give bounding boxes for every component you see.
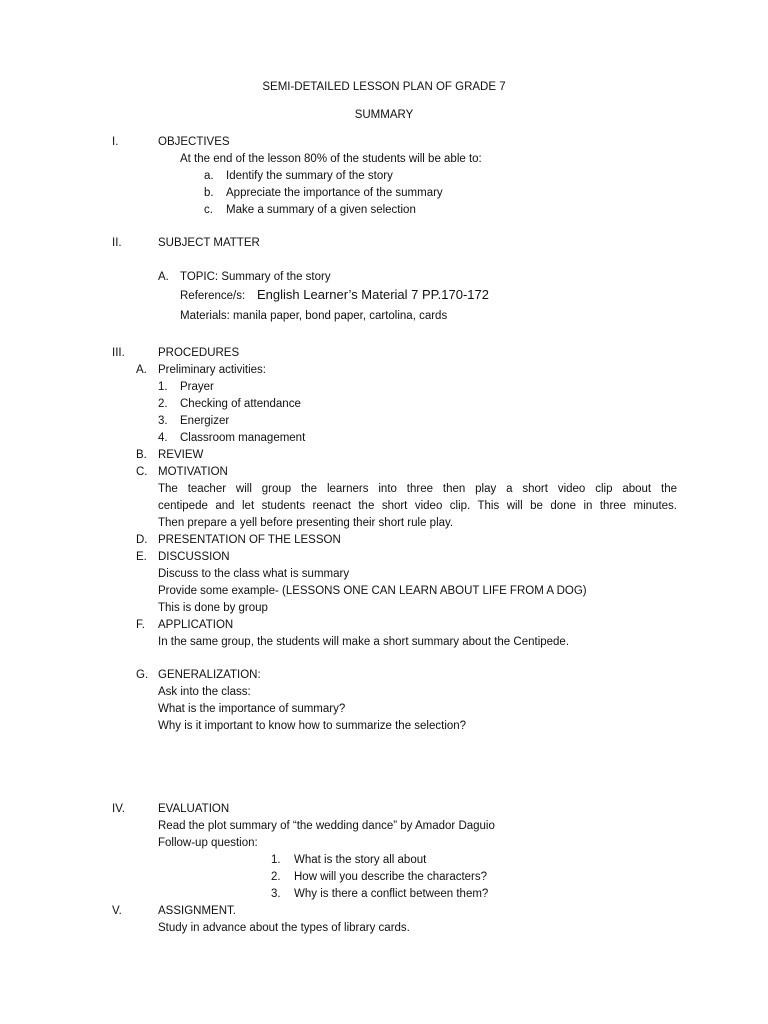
application-text: In the same group, the students will make a short summary about the Centipede. <box>158 636 570 648</box>
list-marker: 1. <box>158 381 168 393</box>
list-marker: D. <box>136 534 148 546</box>
section-heading-assignment: ASSIGNMENT. <box>158 905 236 917</box>
list-marker: G. <box>136 669 149 681</box>
generalization-text: What is the importance of summary? <box>158 703 346 715</box>
list-marker: F. <box>136 619 145 631</box>
preliminary-item: Prayer <box>180 381 214 393</box>
document-title: SEMI-DETAILED LESSON PLAN OF GRADE 7 <box>262 81 506 93</box>
section-numeral: II. <box>112 237 122 249</box>
list-marker: a. <box>204 170 214 182</box>
section-heading-procedures: PROCEDURES <box>158 347 240 359</box>
document-subtitle: SUMMARY <box>354 109 414 121</box>
list-marker: 2. <box>158 398 168 410</box>
section-numeral: IV. <box>112 803 126 815</box>
list-marker: 3. <box>158 415 168 427</box>
list-marker: 2. <box>271 871 281 883</box>
objective-item: Make a summary of a given selection <box>226 204 416 216</box>
list-marker: B. <box>136 449 147 461</box>
list-marker: A. <box>136 364 147 376</box>
section-numeral: V. <box>112 905 122 917</box>
preliminary-item: Checking of attendance <box>180 398 301 410</box>
assignment-text: Study in advance about the types of library cards. <box>158 922 410 934</box>
motivation-text: centipede and let students reenact the short video clip. This will be done in three minutes. <box>158 500 677 512</box>
section-heading-evaluation: EVALUATION <box>158 803 230 815</box>
evaluation-question: Why is there a conflict between them? <box>294 888 489 900</box>
subheading-generalization: GENERALIZATION: <box>158 669 261 681</box>
section-numeral: I. <box>112 136 119 148</box>
discussion-text: This is done by group <box>158 602 268 614</box>
materials-line: Materials: manila paper, bond paper, cartolina, cards <box>180 310 448 322</box>
discussion-text: Provide some example- (LESSONS ONE CAN LEARN ABOUT LIFE FROM A DOG) <box>158 585 587 597</box>
reference-label: Reference/s: <box>180 290 246 302</box>
discussion-text: Discuss to the class what is summary <box>158 568 350 580</box>
list-marker: E. <box>136 551 147 563</box>
motivation-text: Then prepare a yell before presenting their short rule play. <box>158 517 454 529</box>
evaluation-question: How will you describe the characters? <box>294 871 488 883</box>
motivation-text: The teacher will group the learners into three then play a short video clip about the <box>158 483 677 495</box>
list-marker: c. <box>204 204 213 216</box>
section-heading-objectives: OBJECTIVES <box>158 136 230 148</box>
section-numeral: III. <box>112 347 125 359</box>
subheading-review: REVIEW <box>158 449 204 461</box>
list-marker: 1. <box>271 854 281 866</box>
objective-item: Identify the summary of the story <box>226 170 393 182</box>
subheading-discussion: DISCUSSION <box>158 551 230 563</box>
objective-item: Appreciate the importance of the summary <box>226 187 443 199</box>
topic-line: TOPIC: Summary of the story <box>180 271 331 283</box>
list-marker: 4. <box>158 432 168 444</box>
generalization-text: Why is it important to know how to summarize the selection? <box>158 720 467 732</box>
evaluation-question: What is the story all about <box>294 854 427 866</box>
evaluation-text: Read the plot summary of “the wedding dance” by Amador Daguio <box>158 820 495 832</box>
list-marker: b. <box>204 187 214 199</box>
preliminary-item: Classroom management <box>180 432 306 444</box>
list-marker: 3. <box>271 888 281 900</box>
reference-value: English Learner’s Material 7 PP.170-172 <box>257 287 489 302</box>
preliminary-item: Energizer <box>180 415 230 427</box>
list-marker: A. <box>158 271 169 283</box>
evaluation-text: Follow-up question: <box>158 837 258 849</box>
subheading-presentation: PRESENTATION OF THE LESSON <box>158 534 341 546</box>
objectives-intro: At the end of the lesson 80% of the students will be able to: <box>180 153 482 165</box>
section-heading-subject-matter: SUBJECT MATTER <box>158 237 260 249</box>
subheading-motivation: MOTIVATION <box>158 466 228 478</box>
subheading-application: APPLICATION <box>158 619 234 631</box>
subheading-preliminary: Preliminary activities: <box>158 364 266 376</box>
generalization-text: Ask into the class: <box>158 686 251 698</box>
list-marker: C. <box>136 466 148 478</box>
